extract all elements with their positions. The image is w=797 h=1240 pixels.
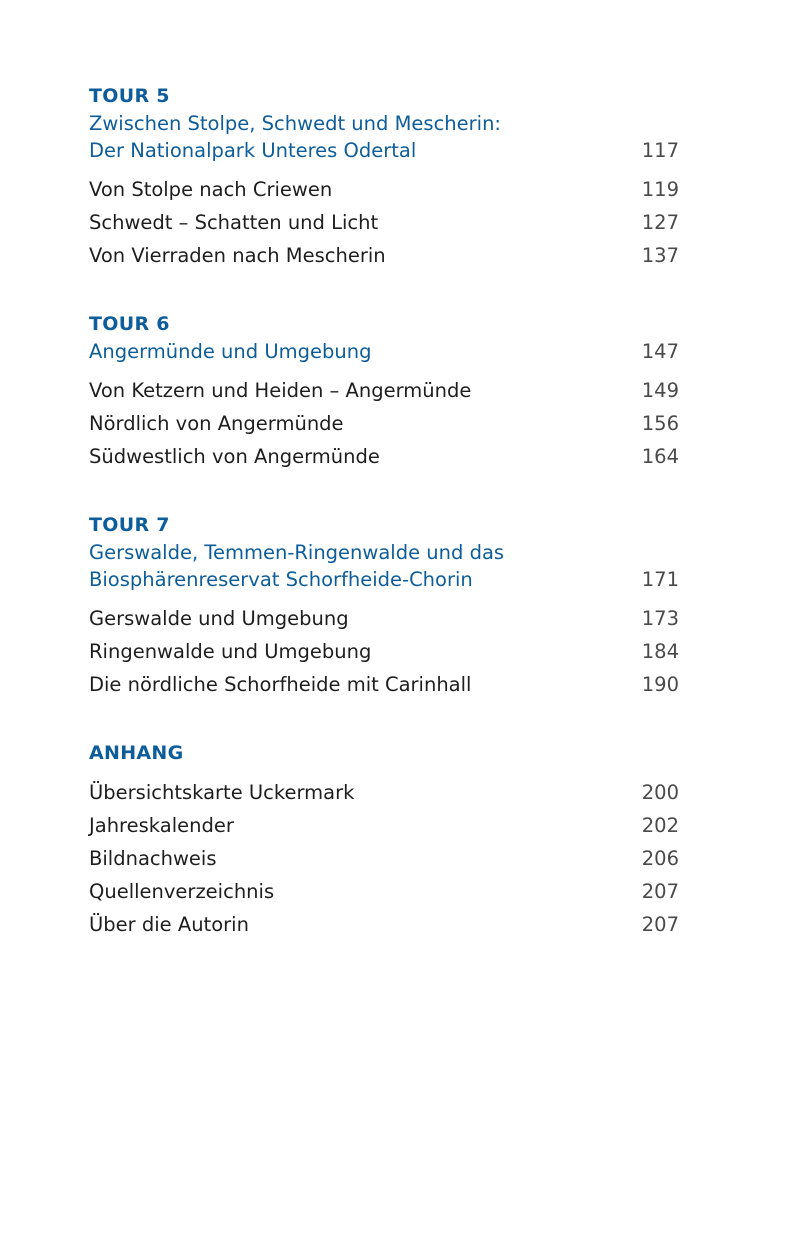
toc-entry-page: 200	[641, 781, 679, 804]
toc-entry-title: Quellenverzeichnis	[89, 880, 275, 903]
toc-entry[interactable]	[89, 206, 679, 239]
tour-5-page-number: 117	[641, 139, 679, 162]
toc-entry-page: 164	[641, 445, 679, 468]
anhang-label: ANHANG	[89, 742, 184, 764]
tour-7-title	[89, 539, 504, 593]
toc-entry-page: 127	[641, 211, 679, 234]
toc-entry-title: Nördlich von Angermünde	[89, 412, 344, 435]
toc-entry[interactable]	[89, 374, 679, 407]
toc-entry[interactable]	[89, 239, 679, 272]
toc-entry-title: Schwedt – Schatten und Licht	[89, 211, 379, 234]
tour-7-section	[89, 513, 679, 701]
tour-7-chapter[interactable]	[89, 539, 679, 593]
tour-7-title-line-2: Biosphärenreservat Schorfheide-Chorin	[89, 568, 473, 591]
toc-entry-title: Jahreskalender	[89, 814, 234, 837]
toc-entry-page: 206	[641, 847, 679, 870]
tour-6-chapter[interactable]	[89, 338, 679, 365]
toc-entry-title: Ringenwalde und Umgebung	[89, 640, 372, 663]
toc-entry[interactable]	[89, 173, 679, 206]
toc-entry-title: Über die Autorin	[89, 913, 249, 936]
toc-entry[interactable]	[89, 668, 679, 701]
toc-entry-page: 207	[641, 913, 679, 936]
tour-6-title	[89, 338, 371, 365]
toc-entry-page: 156	[641, 412, 679, 435]
anhang-section	[89, 741, 679, 941]
tour-7-title-line-1: Gerswalde, Temmen-Ringenwalde und das	[89, 541, 505, 564]
toc-entry-title: Übersichtskarte Uckermark	[89, 781, 355, 804]
section-spacer	[89, 272, 679, 312]
toc-entry[interactable]	[89, 809, 679, 842]
tour-5-title	[89, 110, 501, 164]
toc-entry[interactable]	[89, 440, 679, 473]
tour-6-title-line-1: Angermünde und Umgebung	[89, 340, 372, 363]
toc-entry[interactable]	[89, 776, 679, 809]
tour-6-page-number: 147	[641, 340, 679, 363]
tour-6-label: TOUR 6	[89, 313, 170, 335]
tour-7-page-number: 171	[641, 568, 679, 591]
tour-6-section	[89, 312, 679, 473]
toc-entry-title: Von Vierraden nach Mescherin	[89, 244, 386, 267]
toc-entry[interactable]	[89, 842, 679, 875]
section-spacer	[89, 473, 679, 513]
tour-5-title-line-2: Der Nationalpark Unteres Odertal	[89, 139, 417, 162]
section-spacer	[89, 701, 679, 741]
toc-entry-title: Von Stolpe nach Criewen	[89, 178, 333, 201]
table-of-contents	[89, 84, 679, 941]
toc-entry-title: Die nördliche Schorfheide mit Carinhall	[89, 673, 472, 696]
toc-entry-page: 149	[641, 379, 679, 402]
toc-entry[interactable]	[89, 602, 679, 635]
toc-entry-title: Bildnachweis	[89, 847, 217, 870]
toc-entry-title: Von Ketzern und Heiden – Angermünde	[89, 379, 472, 402]
toc-entry[interactable]	[89, 908, 679, 941]
toc-entry-title: Gerswalde und Umgebung	[89, 607, 349, 630]
toc-entry-page: 184	[641, 640, 679, 663]
toc-entry[interactable]	[89, 407, 679, 440]
tour-5-chapter[interactable]	[89, 110, 679, 164]
toc-entry-page: 207	[641, 880, 679, 903]
toc-entry-page: 190	[641, 673, 679, 696]
tour-7-label: TOUR 7	[89, 514, 170, 536]
toc-entry-title: Südwestlich von Angermünde	[89, 445, 380, 468]
toc-entry[interactable]	[89, 875, 679, 908]
toc-entry-page: 119	[641, 178, 679, 201]
tour-5-section	[89, 84, 679, 272]
tour-5-title-line-1: Zwischen Stolpe, Schwedt und Mescherin:	[89, 112, 502, 135]
toc-entry-page: 137	[641, 244, 679, 267]
toc-entry[interactable]	[89, 635, 679, 668]
toc-entry-page: 202	[641, 814, 679, 837]
toc-entry-page: 173	[641, 607, 679, 630]
tour-5-label: TOUR 5	[89, 85, 170, 107]
